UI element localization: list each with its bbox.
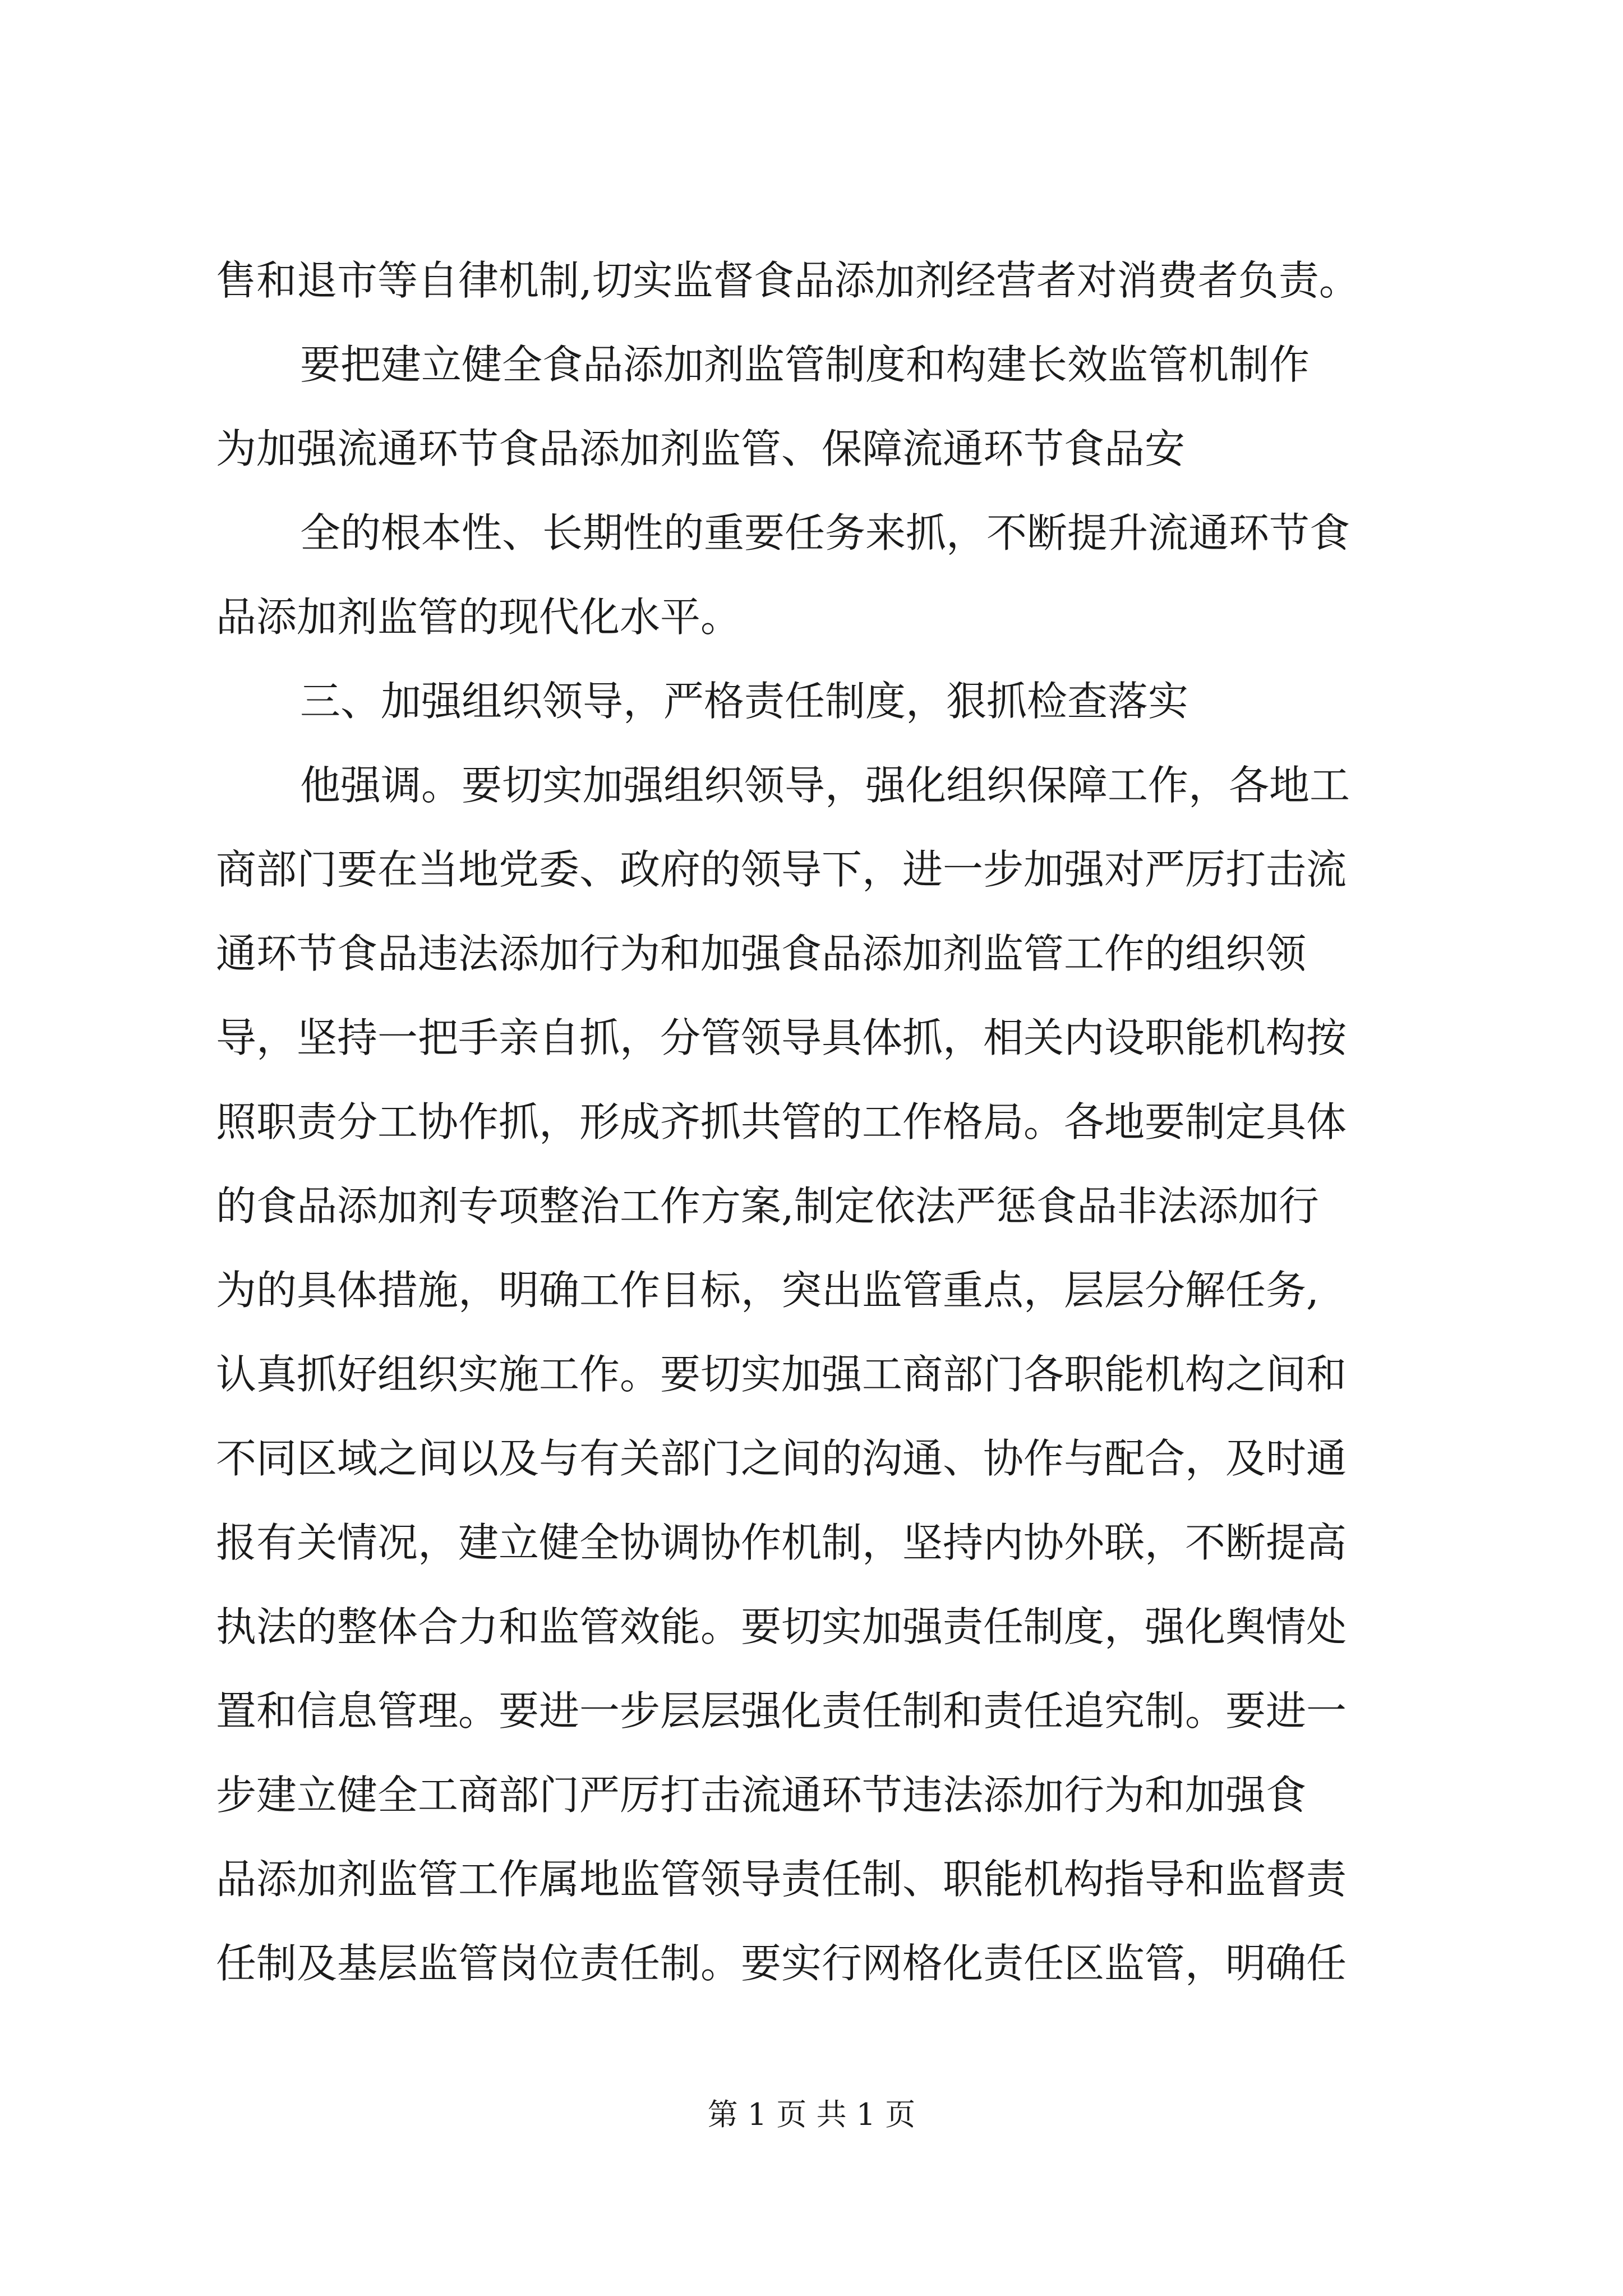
document-body — [216, 238, 1422, 2005]
text-line: 为的具体措施，明确工作目标，突出监管重点，层层分解任务, — [216, 1267, 1319, 1314]
text-line: 的食品添加剂专项整治工作方案,制定依法严惩食品非法添加行 — [216, 1182, 1319, 1230]
text-line: 导，坚持一把手亲自抓，分管领导具体抓，相关内设职能机构按 — [216, 1014, 1347, 1061]
text-line: 品添加剂监管的现代化水平。 — [216, 593, 741, 641]
text-line: 售和退市等自律机制,切实监督食品添加剂经营者对消费者负责。 — [216, 257, 1359, 304]
text-line: 步建立健全工商部门严厉打击流通环节违法添加行为和加强食 — [216, 1772, 1307, 1819]
text-line: 他强调。要切实加强组织领导，强化组织保障工作，各地工 — [300, 762, 1350, 809]
text-line: 执法的整体合力和监管效能。要切实加强责任制度，强化舆情处 — [216, 1603, 1347, 1650]
page-footer: 第 1 页 共 1 页 — [707, 2097, 916, 2132]
text-line: 全的根本性、长期性的重要任务来抓，不断提升流通环节食 — [300, 509, 1350, 556]
text-line: 报有关情况，建立健全协调协作机制，坚持内协外联，不断提高 — [216, 1519, 1347, 1566]
text-line: 通环节食品违法添加行为和加强食品添加剂监管工作的组织领 — [216, 930, 1307, 977]
text-line: 不同区域之间以及与有关部门之间的沟通、协作与配合，及时通 — [216, 1435, 1347, 1482]
text-line: 为加强流通环节食品添加剂监管、保障流通环节食品安 — [216, 425, 1186, 472]
text-line: 要把建立健全食品添加剂监管制度和构建长效监管机制作 — [300, 341, 1310, 388]
text-line: 三、加强组织领导，严格责任制度，狠抓检查落实 — [300, 678, 1189, 725]
text-line: 任制及基层监管岗位责任制。要实行网格化责任区监管，明确任 — [216, 1940, 1347, 1987]
text-line: 认真抓好组织实施工作。要切实加强工商部门各职能机构之间和 — [216, 1351, 1347, 1398]
text-line: 照职责分工协作抓，形成齐抓共管的工作格局。各地要制定具体 — [216, 1098, 1347, 1145]
text-line: 商部门要在当地党委、政府的领导下，进一步加强对严厉打击流 — [216, 846, 1347, 893]
text-line: 置和信息管理。要进一步层层强化责任制和责任追究制。要进一 — [216, 1687, 1347, 1734]
text-line: 品添加剂监管工作属地监管领导责任制、职能机构指导和监督责 — [216, 1856, 1347, 1903]
